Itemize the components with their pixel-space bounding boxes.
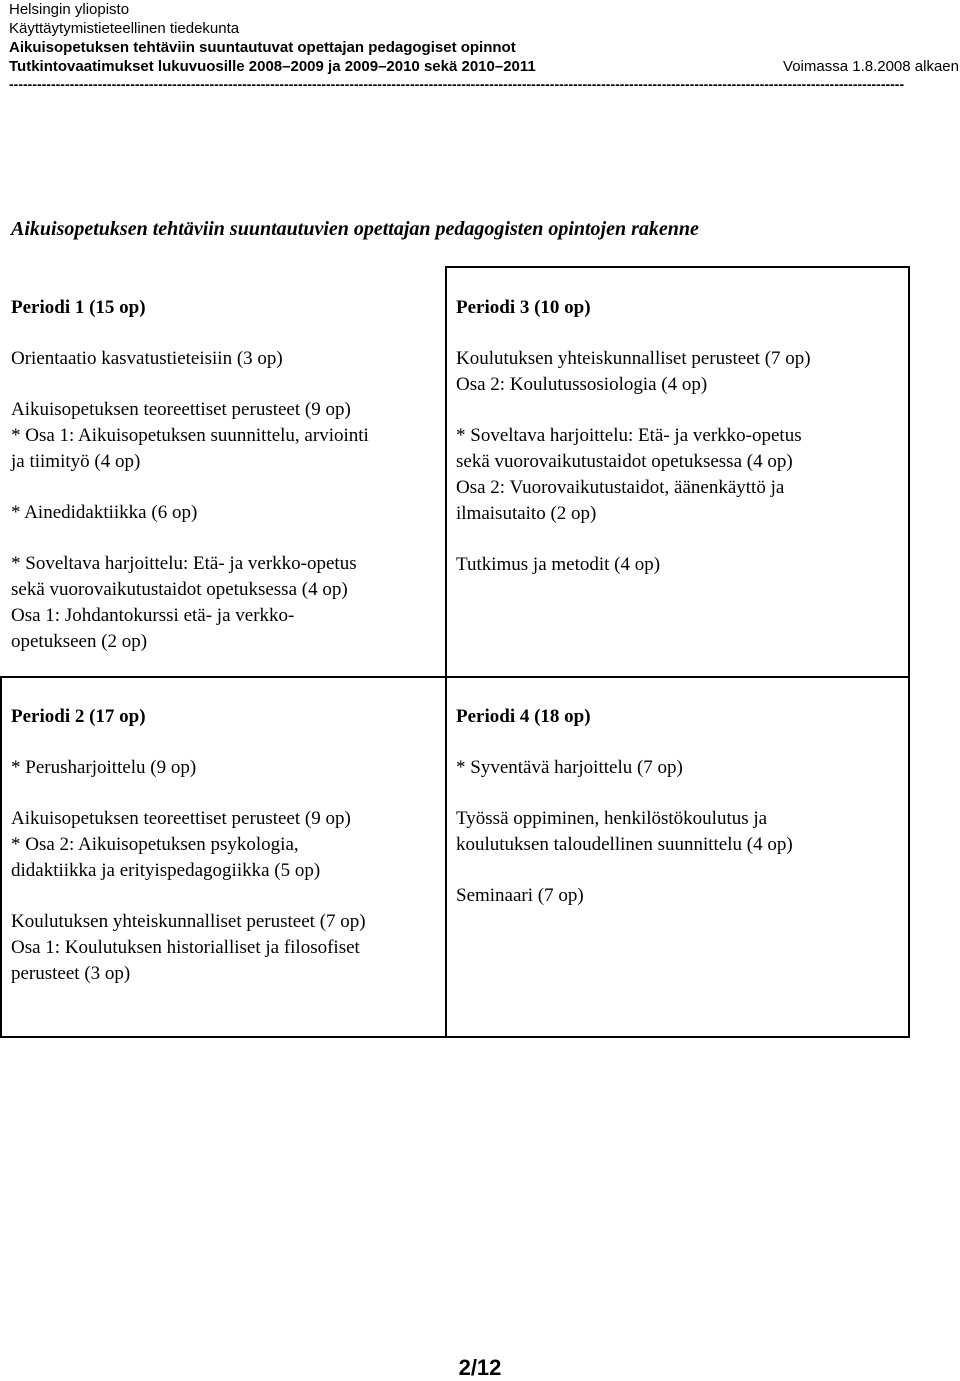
course-line: perusteet (3 op) bbox=[11, 963, 131, 984]
course-line: Osa 2: Vuorovaikutustaidot, äänenkäyttö ja bbox=[456, 477, 785, 498]
period-1-cell bbox=[11, 295, 436, 680]
course-line: ilmaisutaito (2 op) bbox=[456, 503, 597, 524]
course-line: ja tiimityö (4 op) bbox=[11, 451, 141, 472]
table-border-top bbox=[445, 266, 910, 268]
period-4-cell bbox=[456, 704, 901, 934]
course-line: Aikuisopetuksen teoreettiset perusteet (9 op) bbox=[11, 808, 351, 829]
course-line: * Perusharjoittelu (9 op) bbox=[11, 757, 197, 778]
course-block bbox=[11, 551, 436, 655]
period-heading: Periodi 4 (18 op) bbox=[456, 706, 591, 727]
course-line: koulutuksen taloudellinen suunnittelu (4 op) bbox=[456, 834, 793, 855]
course-block bbox=[456, 423, 901, 527]
course-block bbox=[456, 883, 901, 909]
course-line: sekä vuorovaikutustaidot opetuksessa (4 op) bbox=[456, 451, 793, 472]
table-divider-center bbox=[445, 266, 447, 1038]
course-line: sekä vuorovaikutustaidot opetuksessa (4 op) bbox=[11, 579, 348, 600]
university-name: Helsingin yliopisto bbox=[9, 1, 130, 18]
course-line: * Syventävä harjoittelu (7 op) bbox=[456, 757, 683, 778]
course-block bbox=[11, 500, 436, 526]
period-structure-table bbox=[0, 266, 910, 1038]
page-number: 2/12 bbox=[458, 1355, 502, 1380]
course-block bbox=[11, 346, 436, 372]
document-header bbox=[9, 0, 959, 76]
course-block bbox=[456, 806, 901, 858]
period-heading: Periodi 3 (10 op) bbox=[456, 297, 591, 318]
course-line: * Ainedidaktiikka (6 op) bbox=[11, 502, 198, 523]
course-line: Osa 1: Johdantokurssi etä- ja verkko- bbox=[11, 605, 295, 626]
course-line: Osa 1: Koulutuksen historialliset ja filosofiset bbox=[11, 937, 360, 958]
course-block bbox=[11, 909, 436, 987]
faculty-name: Käyttäytymistieteellinen tiedekunta bbox=[9, 20, 240, 37]
course-block bbox=[11, 397, 436, 475]
course-line: * Osa 2: Aikuisopetuksen psykologia, bbox=[11, 834, 299, 855]
course-line: opetukseen (2 op) bbox=[11, 631, 148, 652]
course-line: * Soveltava harjoittelu: Etä- ja verkko-opetus bbox=[11, 553, 357, 574]
validity-date: Voimassa 1.8.2008 alkaen bbox=[783, 58, 959, 75]
period-heading: Periodi 1 (15 op) bbox=[11, 297, 146, 318]
table-border-bottom bbox=[0, 1036, 910, 1038]
course-block bbox=[456, 346, 901, 398]
table-border-right bbox=[908, 266, 910, 1038]
course-block bbox=[456, 552, 901, 578]
course-line: didaktiikka ja erityispedagogiikka (5 op) bbox=[11, 860, 321, 881]
course-line: Osa 2: Koulutussosiologia (4 op) bbox=[456, 374, 708, 395]
course-block bbox=[11, 755, 436, 781]
course-line: Koulutuksen yhteiskunnalliset perusteet (7 op) bbox=[456, 348, 811, 369]
document-title: Aikuisopetuksen tehtäviin suuntautuvien opettajan pedagogisten opintojen rakenne bbox=[11, 218, 699, 240]
course-line: Koulutuksen yhteiskunnalliset perusteet (7 op) bbox=[11, 911, 366, 932]
course-line: * Soveltava harjoittelu: Etä- ja verkko-opetus bbox=[456, 425, 802, 446]
course-line: Työssä oppiminen, henkilöstökoulutus ja bbox=[456, 808, 768, 829]
course-line: Seminaari (7 op) bbox=[456, 885, 584, 906]
programme-name: Aikuisopetuksen tehtäviin suuntautuvat opettajan pedagogiset opinnot bbox=[9, 39, 516, 56]
course-block bbox=[456, 755, 901, 781]
period-2-cell bbox=[11, 704, 436, 1012]
course-line: Orientaatio kasvatustieteisiin (3 op) bbox=[11, 348, 283, 369]
period-3-cell bbox=[456, 295, 901, 603]
requirements-years: Tutkintovaatimukset lukuvuosille 2008–2009 ja 2009–2010 sekä 2010–2011 bbox=[9, 58, 536, 75]
course-line: * Osa 1: Aikuisopetuksen suunnittelu, arviointi bbox=[11, 425, 369, 446]
header-separator: ------------------------------------------------------------------------------------------------------------------------------------------------------------------------------------------------ bbox=[9, 76, 905, 92]
course-line: Tutkimus ja metodit (4 op) bbox=[456, 554, 661, 575]
period-heading: Periodi 2 (17 op) bbox=[11, 706, 146, 727]
table-border-left bbox=[0, 676, 2, 1038]
course-line: Aikuisopetuksen teoreettiset perusteet (9 op) bbox=[11, 399, 351, 420]
course-block bbox=[11, 806, 436, 884]
